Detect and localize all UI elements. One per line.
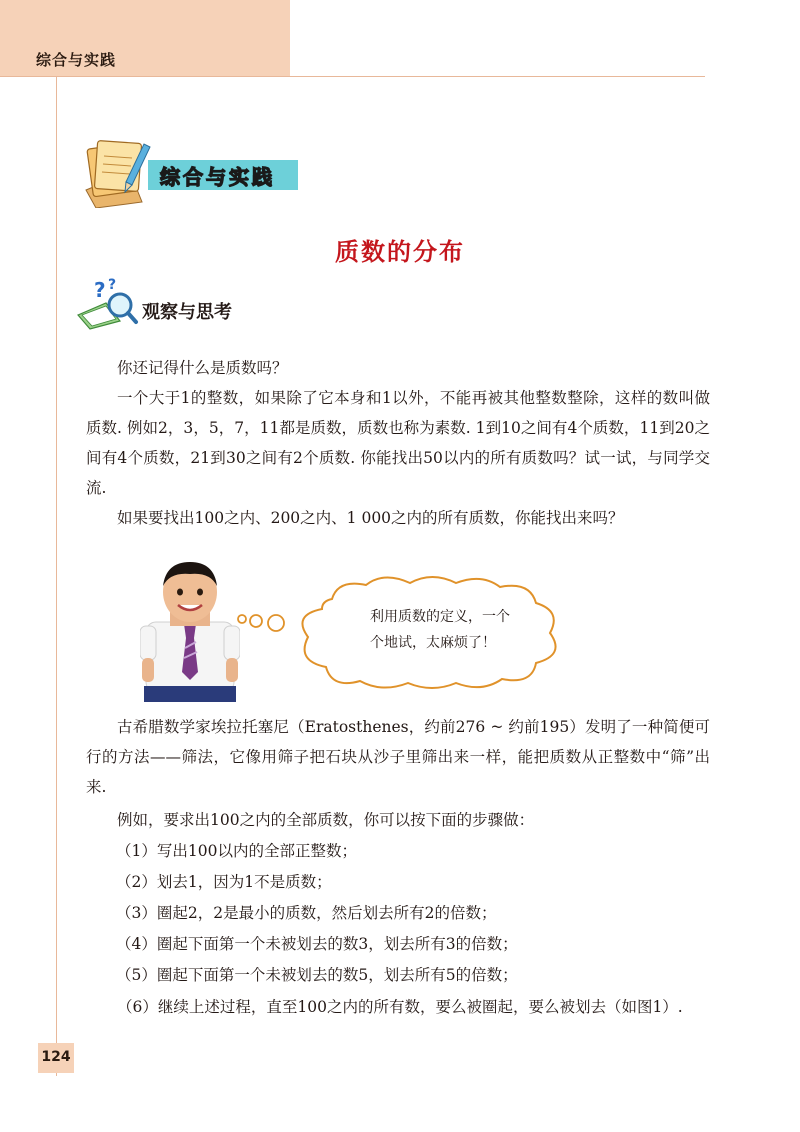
thought-bubble-text [370,604,560,656]
paragraph-4: 古希腊数学家埃拉托塞尼（Eratosthenes，约前276 ~ 约前195）发明了一种简便可行的方法——筛法，它像用筛子把石块从沙子里筛出来一样，能把质数从正整数中“筛”出来. [86,718,710,796]
thought-bubble-line-1: 利用质数的定义，一个 [370,609,510,625]
page-title: 质数的分布 [335,238,465,266]
magnifier-question-icon [76,275,140,331]
running-header-title: 综合与实践 [36,51,117,69]
step-5: （5）圈起下面第一个未被划去的数5，划去所有5的倍数； [116,966,518,984]
boy-illustration [140,560,240,702]
header-rule [0,76,705,77]
svg-text:?: ? [108,277,117,293]
paragraph-1: 你还记得什么是质数吗？ [117,359,288,377]
step-3: （3）圈起2，2是最小的质数，然后划去所有2的倍数； [116,904,497,922]
thought-bubble-line-2: 个地试，太麻烦了！ [370,635,496,651]
step-4: （4）圈起下面第一个未被划去的数3，划去所有3的倍数； [116,935,518,953]
step-1: （1）写出100以内的全部正整数； [116,842,357,860]
paragraph-5: 例如，要求出100之内的全部质数，你可以按下面的步骤做： [117,811,535,829]
svg-text:?: ? [94,278,106,302]
subheading: 观察与思考 [142,302,232,323]
step-2: （2）划去1，因为1不是质数； [116,873,332,891]
paragraph-2: 一个大于1的整数，如果除了它本身和1以外，不能再被其他整数整除，这样的数叫做质数. 例如2，3，5，7，11都是质数，质数也称为素数. 1到10之间有4个质数，11到20之间有4个质数，21到30之间有2个质数. 你能找出50以内的所有质数吗？试一试，与同学交流. [86,389,710,497]
margin-rule [56,76,57,1076]
step-6: （6）继续上述过程，直至100之内的所有数，要么被圈起，要么被划去（如图1）. [117,998,683,1016]
page-number: 124 [41,1049,71,1065]
paragraph-3: 如果要找出100之内、200之内、1 000之内的所有质数，你能找出来吗？ [117,509,624,527]
section-badge-text: 综合与实践 [160,165,275,189]
